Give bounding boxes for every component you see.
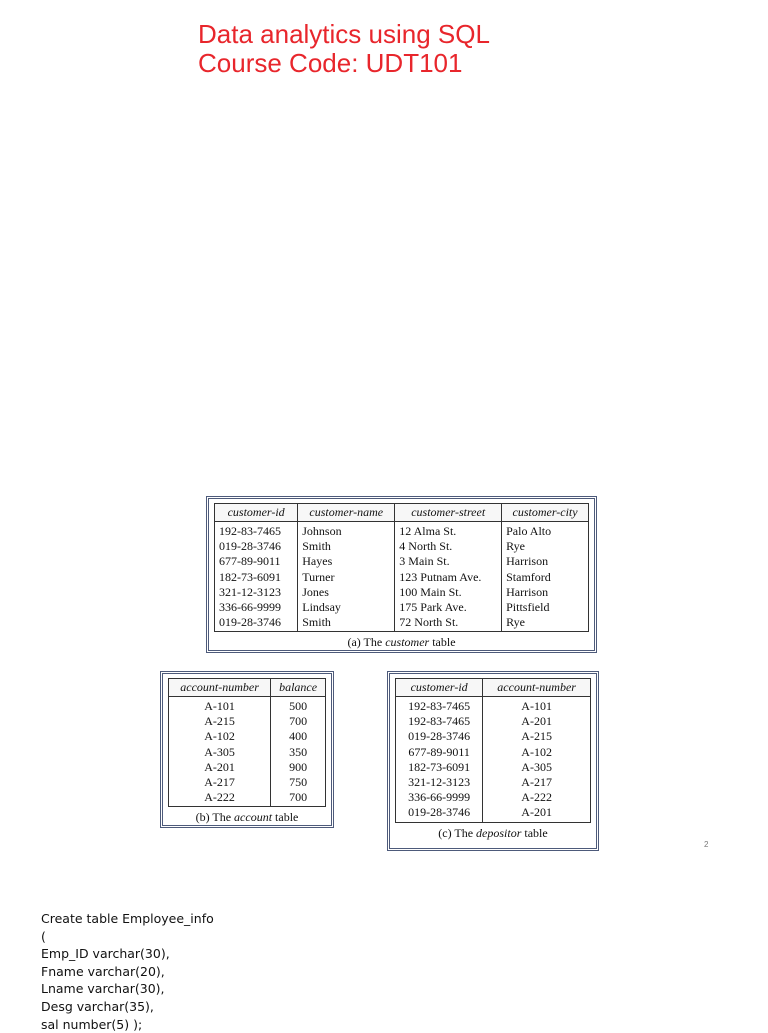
table-cell: 900 <box>271 760 326 775</box>
code-line: ( <box>41 928 46 944</box>
customer-table-figure <box>206 496 597 653</box>
column-header: account-number <box>483 679 591 697</box>
code-line: Create table Employee_info <box>41 911 214 926</box>
table-row <box>396 729 591 744</box>
table-cell: 336-66-9999 <box>396 790 483 805</box>
table-row <box>169 745 326 760</box>
table-cell: Smith <box>298 539 395 554</box>
table-cell: A-217 <box>169 775 271 790</box>
table-row <box>396 714 591 729</box>
column-header: balance <box>271 679 326 697</box>
title-line-2: Course Code: UDT101 <box>198 48 463 78</box>
table-cell: 182-73-6091 <box>396 760 483 775</box>
depositor-table <box>395 678 591 823</box>
depositor-table-header <box>396 679 591 697</box>
table-cell: 700 <box>271 790 326 807</box>
customer-table-caption: (a) The customer table <box>347 635 456 650</box>
table-cell: A-305 <box>169 745 271 760</box>
slide-title <box>198 20 490 78</box>
table-cell: Pittsfield <box>502 600 589 615</box>
table-row <box>169 697 326 715</box>
table-cell: Harrison <box>502 554 589 569</box>
table-cell: A-101 <box>169 697 271 715</box>
table-cell: A-201 <box>169 760 271 775</box>
table-cell: 12 Alma St. <box>395 522 502 540</box>
table-cell: 192-83-7465 <box>215 522 298 540</box>
column-header: customer-city <box>502 504 589 522</box>
table-cell: Smith <box>298 615 395 632</box>
table-cell: 175 Park Ave. <box>395 600 502 615</box>
table-cell: 192-83-7465 <box>396 697 483 715</box>
table-row <box>396 790 591 805</box>
table-cell: 321-12-3123 <box>215 585 298 600</box>
table-row <box>396 760 591 775</box>
table-cell: 321-12-3123 <box>396 775 483 790</box>
table-cell: A-217 <box>483 775 591 790</box>
table-cell: 750 <box>271 775 326 790</box>
code-line: Fname varchar(20), <box>41 963 165 979</box>
table-row <box>215 600 589 615</box>
table-cell: A-215 <box>483 729 591 744</box>
account-table <box>168 678 326 807</box>
table-cell: A-201 <box>483 714 591 729</box>
table-cell: 182-73-6091 <box>215 570 298 585</box>
table-cell: 100 Main St. <box>395 585 502 600</box>
page-number: 2 <box>704 840 709 849</box>
table-cell: Lindsay <box>298 600 395 615</box>
table-row <box>215 554 589 569</box>
table-cell: 3 Main St. <box>395 554 502 569</box>
table-row <box>215 570 589 585</box>
table-cell: Jones <box>298 585 395 600</box>
table-row <box>169 729 326 744</box>
table-cell: A-102 <box>483 745 591 760</box>
column-header: customer-id <box>215 504 298 522</box>
table-cell: Rye <box>502 615 589 632</box>
table-cell: 019-28-3746 <box>215 539 298 554</box>
table-cell: 500 <box>271 697 326 715</box>
table-row <box>396 805 591 822</box>
table-row <box>215 522 589 540</box>
table-cell: 400 <box>271 729 326 744</box>
table-cell: 192-83-7465 <box>396 714 483 729</box>
table-cell: 123 Putnam Ave. <box>395 570 502 585</box>
table-cell: 677-89-9011 <box>215 554 298 569</box>
code-line: Desg varchar(35), <box>41 998 154 1014</box>
table-cell: 72 North St. <box>395 615 502 632</box>
title-line-1: Data analytics using SQL <box>198 19 490 49</box>
table-row <box>215 539 589 554</box>
table-cell: A-201 <box>483 805 591 822</box>
column-header: customer-name <box>298 504 395 522</box>
table-cell: A-101 <box>483 697 591 715</box>
table-cell: A-305 <box>483 760 591 775</box>
table-cell: Johnson <box>298 522 395 540</box>
column-header: customer-id <box>396 679 483 697</box>
table-cell: A-222 <box>169 790 271 807</box>
column-header: customer-street <box>395 504 502 522</box>
table-row <box>169 775 326 790</box>
customer-table-body <box>215 522 589 632</box>
customer-table-header <box>215 504 589 522</box>
table-cell: Rye <box>502 539 589 554</box>
account-table-caption: (b) The account table <box>195 810 299 825</box>
table-cell: Hayes <box>298 554 395 569</box>
table-row <box>396 697 591 715</box>
table-row <box>169 790 326 807</box>
table-cell: A-222 <box>483 790 591 805</box>
depositor-table-figure <box>387 671 599 851</box>
account-table-header <box>169 679 326 697</box>
table-cell: 336-66-9999 <box>215 600 298 615</box>
code-line: Emp_ID varchar(30), <box>41 946 170 962</box>
table-cell: A-215 <box>169 714 271 729</box>
table-row <box>215 615 589 632</box>
table-cell: 019-28-3746 <box>396 805 483 822</box>
table-cell: 019-28-3746 <box>215 615 298 632</box>
table-cell: 677-89-9011 <box>396 745 483 760</box>
depositor-table-caption: (c) The depositor table <box>438 825 548 840</box>
depositor-table-body <box>396 697 591 823</box>
code-line: Lname varchar(30), <box>41 981 165 997</box>
account-table-figure <box>160 671 334 828</box>
table-cell: Harrison <box>502 585 589 600</box>
table-cell: 4 North St. <box>395 539 502 554</box>
table-row <box>169 760 326 775</box>
customer-table <box>214 503 589 632</box>
table-row <box>169 714 326 729</box>
column-header: account-number <box>169 679 271 697</box>
table-cell: 019-28-3746 <box>396 729 483 744</box>
table-cell: Stamford <box>502 570 589 585</box>
sql-code-block <box>41 910 214 1033</box>
table-row <box>215 585 589 600</box>
code-line: sal number(5) ); <box>41 1016 143 1032</box>
table-cell: 350 <box>271 745 326 760</box>
account-table-body <box>169 697 326 807</box>
table-cell: A-102 <box>169 729 271 744</box>
table-row <box>396 775 591 790</box>
table-cell: 700 <box>271 714 326 729</box>
table-cell: Turner <box>298 570 395 585</box>
table-row <box>396 745 591 760</box>
table-cell: Palo Alto <box>502 522 589 540</box>
